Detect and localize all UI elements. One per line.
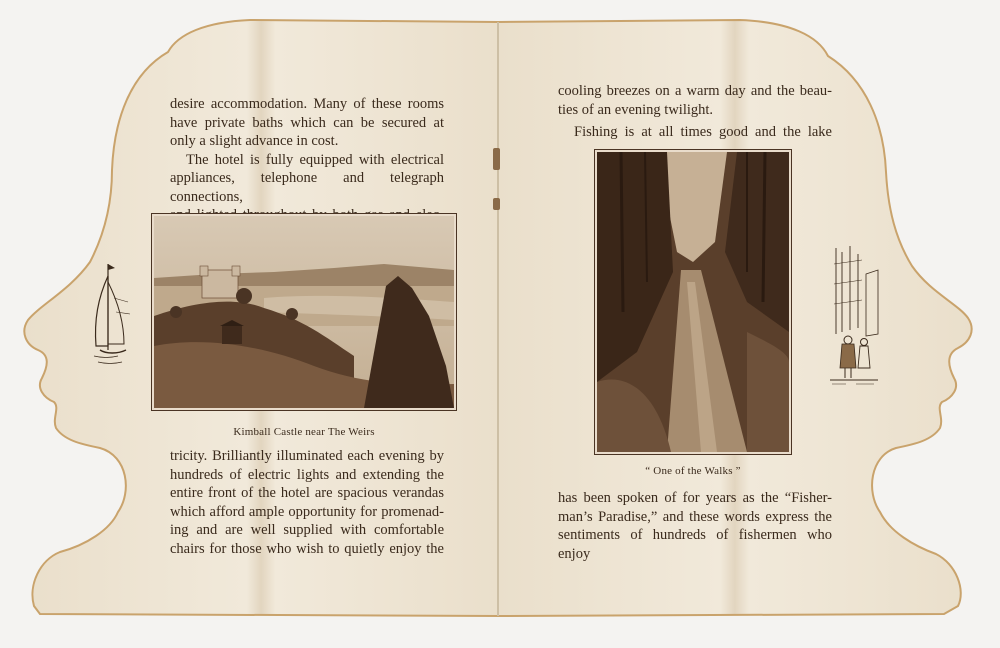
walks-caption: “ One of the Walks ” [645, 465, 741, 477]
kimball-castle-photo [151, 213, 457, 411]
text-line: which afford ample opportunity for promenad- [170, 503, 444, 520]
walks-photo [594, 149, 792, 455]
staple-top [493, 148, 500, 170]
left-top-text-block [170, 95, 444, 225]
right-bottom-text-block [558, 489, 832, 563]
text-line: The hotel is fully equipped with electrical [186, 151, 444, 168]
text-line: ties of an evening twilight. [558, 101, 714, 118]
text-line: cooling breezes on a warm day and the beau- [558, 83, 832, 99]
text-line: chairs for those who wish to quietly enjoy the [170, 540, 444, 557]
text-line: man’s Paradise,” and these words express the [558, 508, 832, 525]
text-line: only a slight advance in cost. [170, 133, 339, 149]
kimball-castle-caption: Kimball Castle near The Weirs [233, 426, 375, 438]
right-top-text-block [558, 82, 832, 142]
street-scene-sketch-icon [826, 244, 882, 386]
staple-bottom [493, 198, 500, 210]
text-line: has been spoken of for years as the “Fisher- [558, 490, 832, 506]
left-bottom-text-block [170, 447, 444, 558]
text-line: hundreds of electric lights and extending the [170, 466, 444, 483]
castle-landscape-image [154, 216, 454, 408]
text-line: entire front of the hotel are spacious verandas [170, 485, 444, 501]
text-line: have private baths which can be secured at [170, 114, 444, 131]
text-line: appliances, telephone and telegraph connections, [170, 170, 444, 205]
text-line: desire accommodation. Many of these rooms [170, 96, 444, 112]
text-line: sentiments of hundreds of fishermen who enjoy [558, 527, 832, 562]
forest-path-image [597, 152, 789, 452]
text-line: ing and are well supplied with comfortable [170, 522, 444, 538]
sailboat-sketch-icon [88, 258, 136, 370]
text-line: Fishing is at all times good and the lake [574, 124, 832, 140]
text-line: tricity. Brilliantly illuminated each evening by [170, 448, 444, 464]
